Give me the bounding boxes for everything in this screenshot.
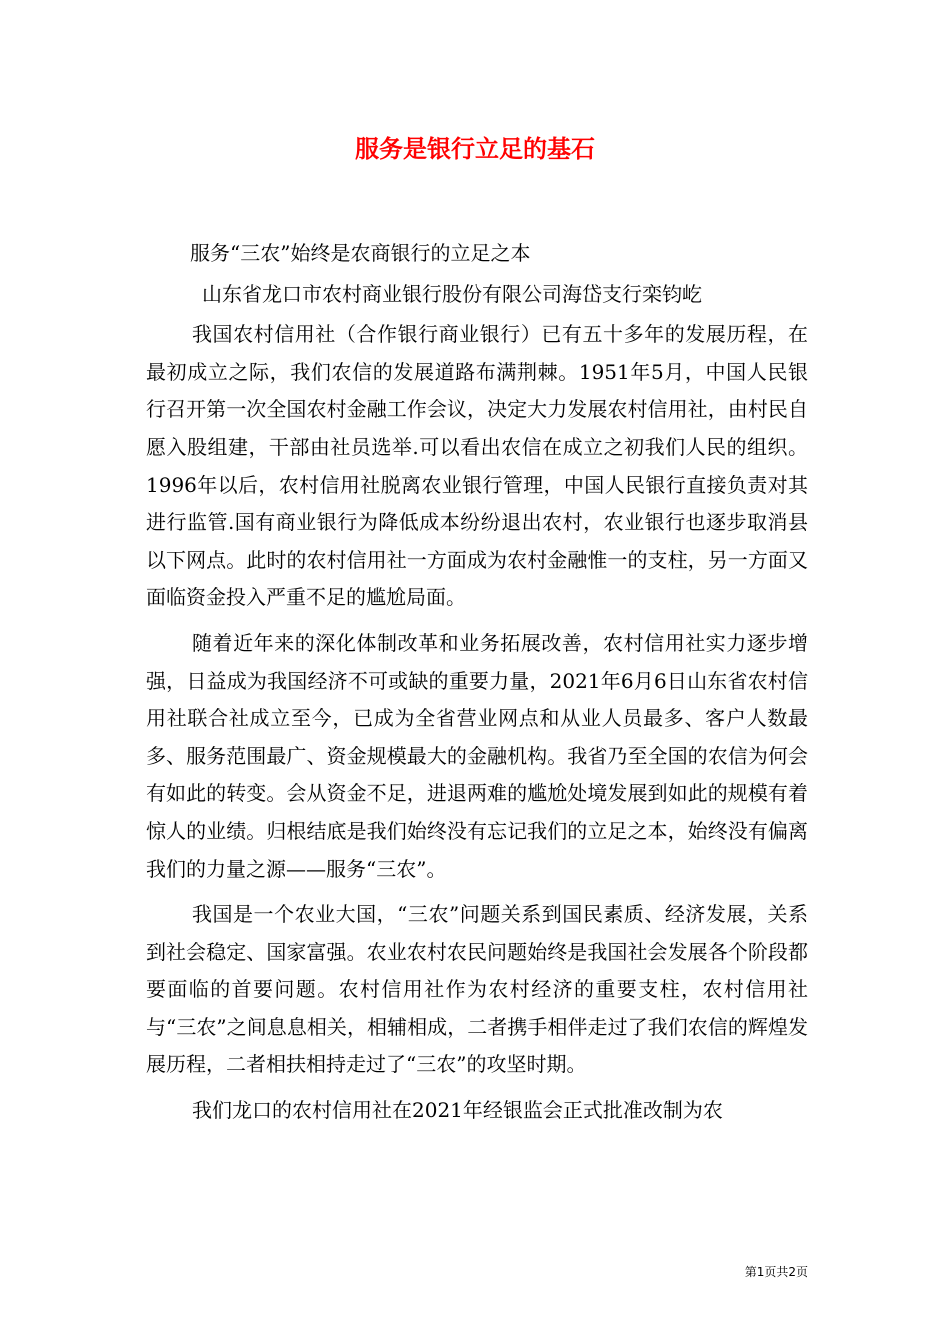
page-number-footer: 第1页共2页 xyxy=(744,1265,808,1279)
body-paragraph: 我国农村信用社（合作银行商业银行）已有五十多年的发展历程，在最初成立之际，我们农信的发展道路布满荆棘。1951年5月，中国人民银行召开第一次全国农村金融工作会议，决定大力发展农村信用社，由村民自愿入股组建，干部由社员选举.可以看出农信在成立之初我们人民的组织。1996年以后，农村信用社脱离农业银行管理，中国人民银行直接负责对其进行监管.国有商业银行为降低成本纷纷退出农村，农业银行也逐步取消县以下网点。此时的农村信用社一方面成为农村金融惟一的支柱，另一方面又面临资金投入严重不足的尴尬局面。 xyxy=(146,322,808,610)
document-body xyxy=(146,235,808,1130)
document-title: 服务是银行立足的基石 xyxy=(355,134,595,163)
body-paragraph: 我们龙口的农村信用社在2021年经银监会正式批准改制为农 xyxy=(192,1098,723,1123)
subtitle-paragraph: 服务“三农”始终是农商银行的立足之本 xyxy=(190,241,531,265)
body-paragraph: 我国是一个农业大国，“三农”问题关系到国民素质、经济发展，关系到社会稳定、国家富强。农业农村农民问题始终是我国社会发展各个阶段都要面临的首要问题。农村信用社作为农村经济的重要支柱，农村信用社与“三农”之间息息相关，相辅相成，二者携手相伴走过了我们农信的辉煌发展历程，二者相扶相持走过了“三农”的攻坚时期。 xyxy=(146,902,808,1077)
body-paragraph: 随着近年来的深化体制改革和业务拓展改善，农村信用社实力逐步增强，日益成为我国经济不可或缺的重要力量，2021年6月6日山东省农村信用社联合社成立至今，已成为全省营业网点和从业人员最多、客户人数最多、服务范围最广、资金规模最大的金融机构。我省乃至全国的农信为何会有如此的转变。会从资金不足，进退两难的尴尬处境发展到如此的规模有着惊人的业绩。归根结底是我们始终没有忘记我们的立足之本，始终没有偏离我们的力量之源——服务“三农”。 xyxy=(146,630,808,881)
author-line: 山东省龙口市农村商业银行股份有限公司海岱支行栾钧屹 xyxy=(202,281,702,306)
